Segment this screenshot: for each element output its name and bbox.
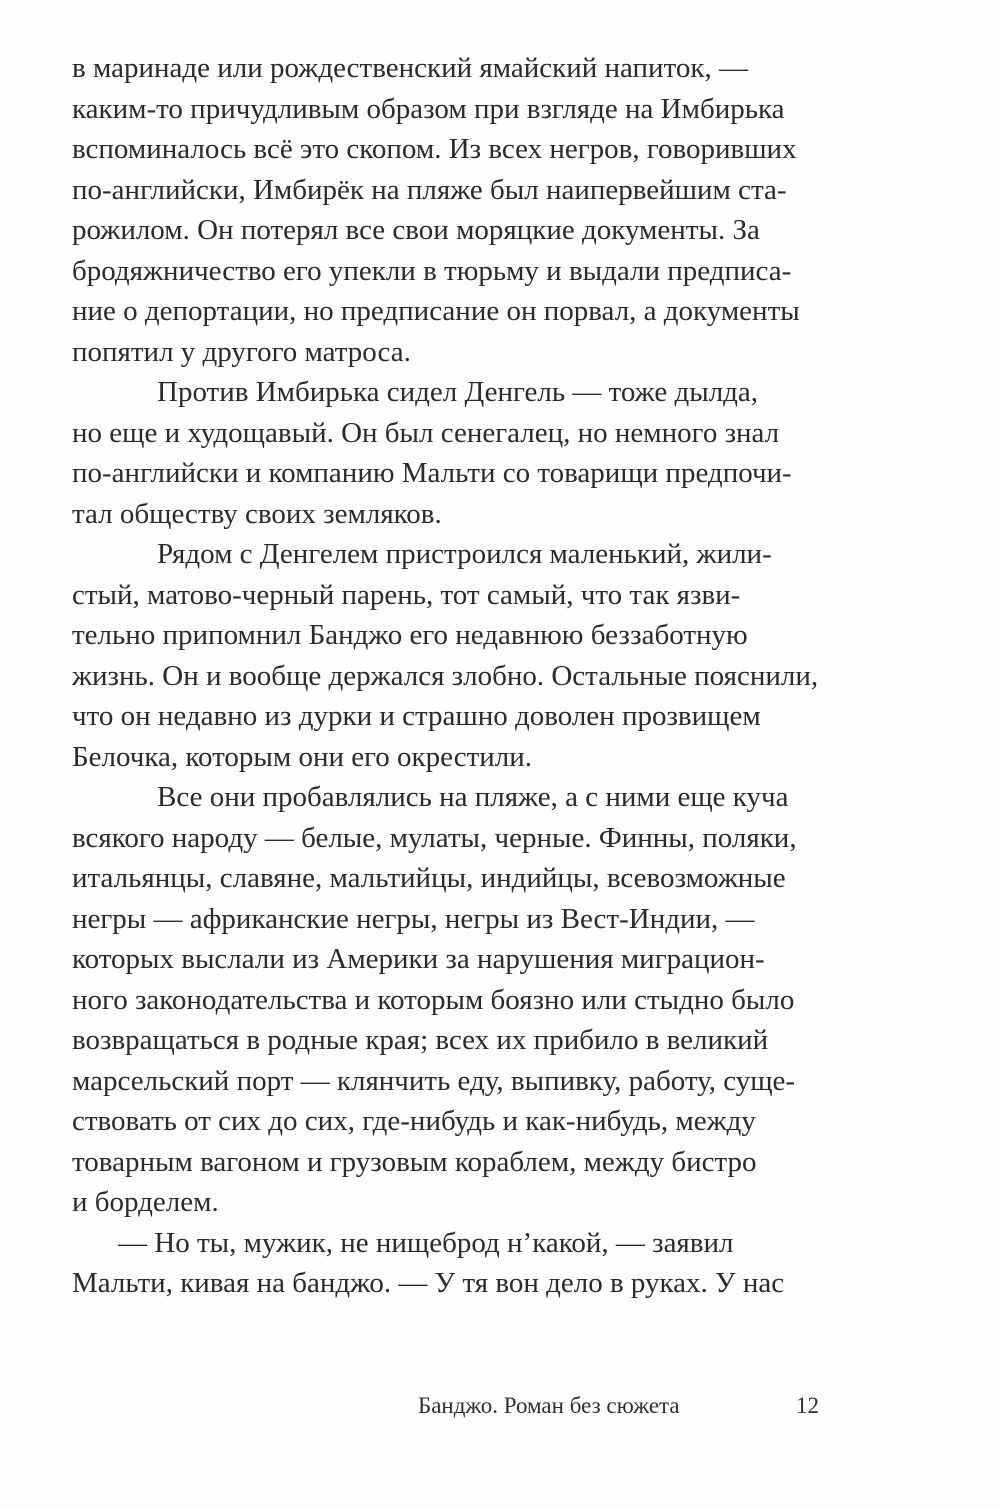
text-line: товарным вагоном и грузовым кораблем, между бистро xyxy=(72,1145,757,1178)
text-line: вспоминалось всё это скопом. Из всех негров, говоривших xyxy=(72,133,797,165)
text-line: по-английски, Имбирёк на пляже был наипервейшим ста- xyxy=(72,173,787,206)
text-line: негры — африканские негры, негры из Вест-Индии, — xyxy=(72,902,755,935)
text-line: Мальти, кивая на банджо. — У тя вон дело в руках. У нас xyxy=(72,1267,785,1299)
text-line: тал обществу своих земляков. xyxy=(72,497,442,530)
text-line: возвращаться в родные края; всех их прибило в великий xyxy=(72,1024,769,1056)
text-line: попятил у другого матроса. xyxy=(72,335,411,368)
text-line: ствовать от сих до сих, где-нибудь и как-нибудь, между xyxy=(72,1105,756,1137)
text-line: тельно припомнил Банджо его недавнюю беззаботную xyxy=(72,619,748,651)
text-line: всякого народу — белые, мулаты, черные. Финны, поляки, xyxy=(72,821,797,854)
text-line: Белочка, которым они его окрестили. xyxy=(72,740,533,773)
text-line: каким-то причудливым образом при взгляде на Имбирька xyxy=(72,92,785,125)
text-line: стый, матово-черный парень, тот самый, что так язви- xyxy=(72,578,741,611)
text-line: в маринаде или рождественский ямайский напиток, — xyxy=(72,52,748,84)
text-line: итальянцы, славяне, мальтийцы, индийцы, всевозможные xyxy=(72,862,786,894)
text-line: по-английски и компанию Мальти со товарищи предпочи- xyxy=(72,457,792,489)
text-line: рожилом. Он потерял все свои моряцкие документы. За xyxy=(72,214,760,246)
page-footer xyxy=(0,1393,1000,1427)
running-title: Банджо. Роман без сюжета xyxy=(418,1393,680,1418)
text-line: и борделем. xyxy=(72,1186,219,1218)
page-number: 12 xyxy=(796,1393,819,1418)
text-line: но еще и худощавый. Он был сенегалец, но немного знал xyxy=(72,416,780,449)
text-line: жизнь. Он и вообще держался злобно. Остальные пояснили, xyxy=(72,659,819,692)
text-line: что он недавно из дурки и страшно доволен прозвищем xyxy=(72,700,761,732)
text-line: ние о депортации, но предписание он порвал, а документы xyxy=(72,295,800,327)
paragraph-first-line: Все они пробавлялись на пляже, а с ними еще куча xyxy=(157,781,789,813)
paragraph-first-line: Рядом с Денгелем пристроился маленький, жили- xyxy=(157,538,772,570)
text-line: ного законодательства и которым боязно или стыдно было xyxy=(72,983,795,1016)
paragraph-first-line: Против Имбирька сидел Денгель — тоже дылда, xyxy=(157,376,759,408)
dialogue-line: — Но ты, мужик, не нищеброд н’какой, — заявил xyxy=(118,1226,734,1259)
text-line: бродяжничество его упекли в тюрьму и выдали предписа- xyxy=(72,254,792,287)
text-line: которых выслали из Америки за нарушения миграцион- xyxy=(72,943,765,975)
text-line: марсельский порт — клянчить еду, выпивку, работу, суще- xyxy=(72,1064,796,1097)
body-text xyxy=(72,48,922,1304)
